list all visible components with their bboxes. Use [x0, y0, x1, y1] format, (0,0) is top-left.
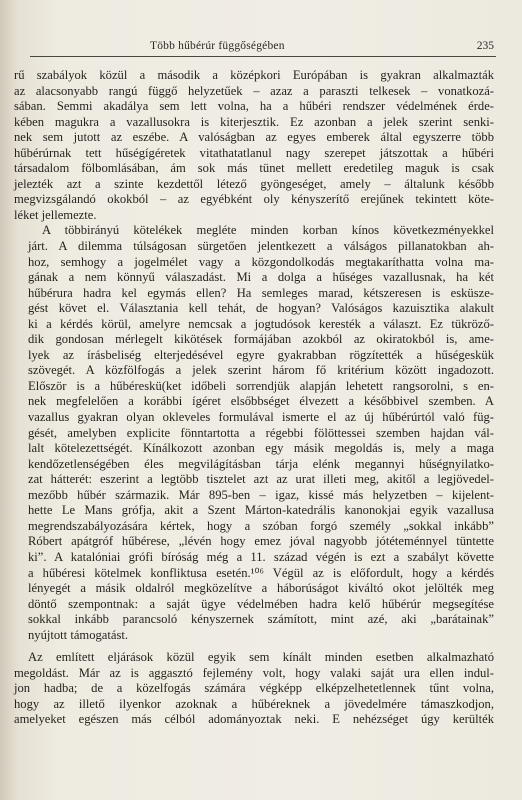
text-line: gését, amelyben explicite fönntartotta a régebbi fölöttessei szemben hajdan vál- [28, 425, 494, 440]
text-line: léket jellemezte. [14, 207, 97, 222]
text-line: Róbert apátgróf hűbérese, „lévén hogy emez jóval nagyobb jótéteménnyel tüntette [28, 534, 494, 549]
text-line: dik gondosan mérlegelt kikötések formájában azokból az okiratokból is, ame- [28, 332, 494, 347]
text-line: sokkal inkább parancsoló kényszernek számított, mint azé, aki „barátainak” [28, 612, 494, 627]
text-line: járt. A dilemma túlságosan sürgetően jelentkezett a válságos pillanatokban ah- [28, 239, 494, 254]
body-text [14, 68, 494, 728]
text-line: a hűbéresi kötelmek konfliktusa esetén.¹⁰⁶ Végül az is előfordult, hogy a kérdés [28, 565, 494, 580]
paragraph-3 [14, 650, 494, 728]
text-line: jon hadba; de a közelfogás számára végképp elképzelhetetlennek tűnt volna, [14, 681, 494, 696]
text-line: amelyeket egészen más célból adományoztak neki. E nehézséget úgy kerülték [14, 712, 494, 727]
text-line: zat hátterét: eszerint a legtöbb tisztelet azt az urat illeti meg, akitől a legjövedel- [28, 472, 494, 487]
text-line: hűbérúrnak tett hűségígéretek vitathatatlanul nagy szerepet játszottak a hűbéri [14, 145, 494, 160]
text-line: Az említett eljárások közül egyik sem kínált minden esetben alkalmazható [28, 650, 494, 665]
text-line: ki”. A katalóniai grófi bíróság még a 11. század végén is ezt a szabályt követte [28, 549, 494, 564]
text-line: szövegét. A közfölfogás a jelek szerint három fő kritérium között ingadozott. [28, 363, 494, 378]
text-line: vazallus gyakran olyan okleveles formulával ismerte el az új hűbérúrtól való füg- [28, 410, 494, 425]
text-line: mezőbb hűbér származik. Már 895-ben – igaz, kissé más helyzetben – kijelent- [28, 487, 494, 502]
text-line: sában. Semmi akadálya sem lett volna, ha a hűbéri rendszer védelmének érde- [14, 99, 494, 114]
page-number: 235 [476, 40, 494, 52]
paragraph-2 [14, 223, 494, 643]
text-line: megoldást. Már az is aggasztó fejlemény volt, hogy valaki saját ura ellen indul- [14, 665, 494, 680]
text-line: megrendszabályozására kértek, hogy a szóban forgó személy „sokkal inkább” [28, 518, 494, 533]
text-line: megvizsgálandó okokból – az egyébként oly kényszerítő erejűnek tekintett köte- [14, 192, 494, 207]
text-line: hette Le Mans grófja, akit a Szent Márton-katedrális kanonokjai egyik vazallusa [28, 503, 494, 518]
paragraph-1 [14, 68, 494, 223]
text-line: jelezték azt a szinte kezdettől létező gyöngeséget, amely – általunk később [14, 176, 494, 191]
text-line: lyek az írásbeliség elterjedésével egyre gyakrabban rögzítették a hűségeskük [28, 347, 494, 362]
running-title: Több hűbérúr függőségében [150, 40, 285, 52]
running-head [30, 38, 496, 57]
text-line: rű szabályok közül a második a középkori Európában is gyakran alkalmazták [14, 68, 494, 82]
text-line: hogy az illető ilyenkor azoknak a hűbéreknek a jövedelmére támaszkodjon, [14, 696, 494, 711]
text-line: ki a kérdés körül, amelyre nemcsak a jogtudósok keresték a választ. Ez tükröző- [28, 316, 494, 331]
text-line: hűbérura hadra kel egymás ellen? Ha semleges marad, kétszeresen is esküsze- [28, 285, 494, 300]
text-line: társadalom fölbomlásában, ám sok más tünet mellett eredetileg maguk is csak [14, 161, 494, 176]
text-line: lalt kötelezettségét. Kínálkozott azonban egy másik megoldás is, mely a maga [28, 441, 494, 456]
text-line: kendőzetlenségében éles megvilágításban tárja elénk megannyi hűségnyilatko- [28, 456, 494, 471]
text-line: gának a nem könnyű válaszadást. Mi a dolga a hűséges vazallusnak, ha két [28, 270, 494, 285]
text-line: az alacsonyabb rangú függő helyzetűek – azaz a paraszti telkesek – vonatkozá- [14, 83, 494, 98]
text-line: hoz, semhogy a jogelmélet vagy a közgondolkodás megtakaríthatta volna ma- [28, 254, 494, 269]
text-line: Először is a hűbéreskü(ket időbeli sorrendjük alapján lehetett rangsorolni, s en- [28, 378, 494, 393]
text-line: gést követ el. Választania kell tehát, de hogyan? Valóságos kazuisztika alakult [28, 301, 494, 316]
text-line: A többirányú kötelékek megléte minden korban kínos következményekkel [42, 223, 494, 238]
text-line: kében magukra a vazallusokra is kiterjesztik. Ez azonban a jelek szerint senki- [14, 114, 494, 129]
text-line: nek sem jutott az eszébe. A valóságban az egyes emberek által egyszerre több [14, 130, 494, 145]
text-line: döntő szempontnak: a saját ügye védelmében hadra kelő hűbérúr megsegítése [28, 596, 494, 611]
text-line: lényegét a másik oldalról megközelítve a háborúságot kiváltó okot jelölték meg [28, 581, 494, 596]
text-line: nek megfelelően a korábbi ígéret elsőbbséget élvezett a későbbivel szemben. A [28, 394, 494, 409]
text-line: nyújtott támogatást. [28, 627, 129, 642]
